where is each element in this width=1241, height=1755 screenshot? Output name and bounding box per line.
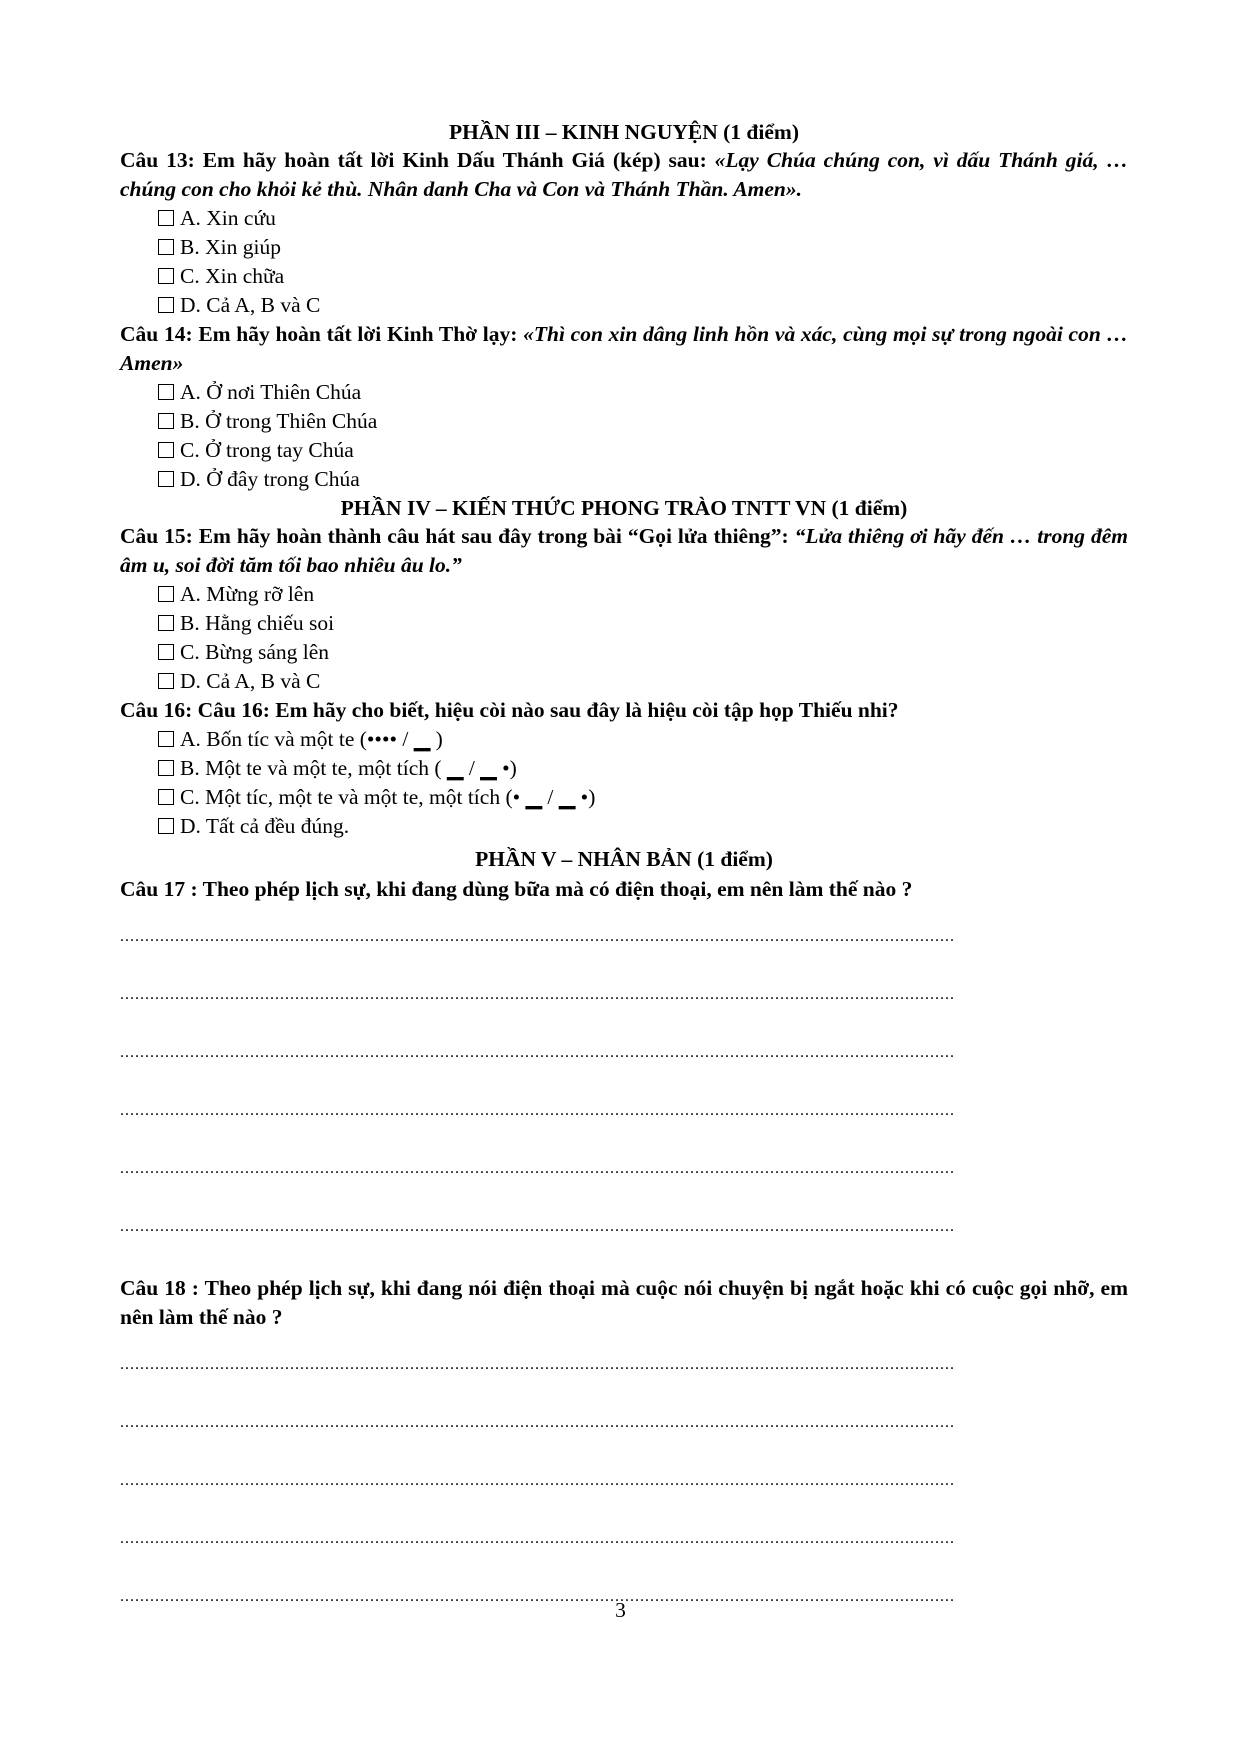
question-15-quote: “Lửa thiêng ơi hãy đến … trong đêm âm u, soi đời tăm tối bao nhiêu âu lo.” (120, 524, 1128, 577)
question-13-text: Câu 13: Em hãy hoàn tất lời Kinh Dấu Thánh Giá (kép) sau: (120, 148, 715, 172)
question-16-text: Câu 16: Câu 16: Em hãy cho biết, hiệu còi nào sau đây là hiệu còi tập họp Thiếu nhi? (120, 698, 899, 722)
option-label: B. Hằng chiếu soi (180, 611, 335, 635)
question-16 (120, 696, 1128, 725)
document-page (120, 118, 1128, 1626)
option-14d[interactable] (158, 465, 1128, 494)
option-label: C. Ở trong tay Chúa (180, 438, 354, 462)
question-13-options (120, 204, 1128, 320)
option-15a[interactable] (158, 580, 1128, 609)
question-14-text: Câu 14: Em hãy hoàn tất lời Kinh Thờ lạy: (120, 322, 524, 346)
option-13d[interactable] (158, 291, 1128, 320)
option-13a[interactable] (158, 204, 1128, 233)
checkbox-icon[interactable] (158, 413, 174, 429)
question-15 (120, 522, 1128, 580)
checkbox-icon[interactable] (158, 384, 174, 400)
option-16d[interactable] (158, 812, 1128, 841)
question-17 (120, 875, 1128, 904)
option-label: D. Ở đây trong Chúa (180, 467, 360, 491)
option-13b[interactable] (158, 233, 1128, 262)
question-13-quote: «Lạy Chúa chúng con, vì dấu Thánh giá, … chúng con cho khỏi kẻ thù. Nhân danh Cha và Con và Thánh Thần. Amen». (120, 148, 1129, 201)
checkbox-icon[interactable] (158, 239, 174, 255)
answer-line[interactable]: ....................................................................................................................................................................... (120, 1356, 955, 1373)
option-16a[interactable] (158, 725, 1128, 754)
option-label: B. Xin giúp (180, 235, 281, 259)
option-label: A. Xin cứu (180, 206, 276, 230)
checkbox-icon[interactable] (158, 673, 174, 689)
answer-line[interactable]: ....................................................................................................................................................................... (120, 1588, 955, 1605)
section-title-part3: PHẦN III – KINH NGUYỆN (1 điểm) (449, 120, 799, 144)
checkbox-icon[interactable] (158, 297, 174, 313)
section-title-part5: PHẦN V – NHÂN BẢN (1 điểm) (475, 847, 773, 871)
answer-line[interactable]: ....................................................................................................................................................................... (120, 1530, 955, 1547)
option-label: D. Tất cả đều đúng. (180, 814, 350, 838)
checkbox-icon[interactable] (158, 586, 174, 602)
section-title-part4: PHẦN IV – KIẾN THỨC PHONG TRÀO TNTT VN (1 điểm) (340, 496, 908, 520)
question-17-text: Câu 17 : Theo phép lịch sự, khi đang dùng bữa mà có điện thoại, em nên làm thế nào ? (120, 877, 913, 901)
option-14a[interactable] (158, 378, 1128, 407)
question-18 (120, 1274, 1128, 1332)
checkbox-icon[interactable] (158, 789, 174, 805)
question-16-options (120, 725, 1128, 841)
answer-line[interactable]: ....................................................................................................................................................................... (120, 1160, 955, 1177)
question-15-options (120, 580, 1128, 696)
answer-line[interactable]: ....................................................................................................................................................................... (120, 986, 955, 1003)
option-label: A. Bốn tíc và một te (•••• / ▁ ) (180, 727, 443, 751)
option-label: C. Một tíc, một te và một te, một tích (• ▁ / ▁ •) (180, 785, 596, 809)
option-label: D. Cả A, B và C (180, 293, 321, 317)
checkbox-icon[interactable] (158, 471, 174, 487)
checkbox-icon[interactable] (158, 615, 174, 631)
option-14b[interactable] (158, 407, 1128, 436)
option-label: A. Mừng rỡ lên (180, 582, 315, 606)
option-label: B. Một te và một te, một tích ( ▁ / ▁ •) (180, 756, 517, 780)
question-14 (120, 320, 1128, 378)
option-15b[interactable] (158, 609, 1128, 638)
answer-area-17[interactable] (120, 908, 1128, 1256)
question-15-text: Câu 15: Em hãy hoàn thành câu hát sau đây trong bài “Gọi lửa thiêng”: (120, 524, 795, 548)
option-15c[interactable] (158, 638, 1128, 667)
answer-area-18[interactable] (120, 1336, 1128, 1626)
checkbox-icon[interactable] (158, 210, 174, 226)
answer-line[interactable]: ....................................................................................................................................................................... (120, 1472, 955, 1489)
checkbox-icon[interactable] (158, 442, 174, 458)
question-13 (120, 146, 1128, 204)
page-number: 3 (615, 1598, 626, 1622)
answer-line[interactable]: ....................................................................................................................................................................... (120, 928, 955, 945)
option-label: D. Cả A, B và C (180, 669, 321, 693)
option-16b[interactable] (158, 754, 1128, 783)
option-label: A. Ở nơi Thiên Chúa (180, 380, 362, 404)
option-14c[interactable] (158, 436, 1128, 465)
answer-line[interactable]: ....................................................................................................................................................................... (120, 1102, 955, 1119)
option-label: C. Bừng sáng lên (180, 640, 330, 664)
checkbox-icon[interactable] (158, 760, 174, 776)
option-label: C. Xin chữa (180, 264, 285, 288)
answer-line[interactable]: ....................................................................................................................................................................... (120, 1414, 955, 1431)
checkbox-icon[interactable] (158, 644, 174, 660)
checkbox-icon[interactable] (158, 731, 174, 747)
checkbox-icon[interactable] (158, 818, 174, 834)
option-13c[interactable] (158, 262, 1128, 291)
option-16c[interactable] (158, 783, 1128, 812)
option-label: B. Ở trong Thiên Chúa (180, 409, 378, 433)
answer-line[interactable]: ....................................................................................................................................................................... (120, 1218, 955, 1235)
answer-line[interactable]: ....................................................................................................................................................................... (120, 1044, 955, 1061)
checkbox-icon[interactable] (158, 268, 174, 284)
question-18-text: Câu 18 : Theo phép lịch sự, khi đang nói điện thoại mà cuộc nói chuyện bị ngắt hoặc khi có cuộc gọi nhỡ, em nên làm thế nào ? (120, 1276, 1128, 1329)
option-15d[interactable] (158, 667, 1128, 696)
question-14-quote: «Thì con xin dâng linh hồn và xác, cùng mọi sự trong ngoài con … Amen» (120, 322, 1128, 375)
question-14-options (120, 378, 1128, 494)
